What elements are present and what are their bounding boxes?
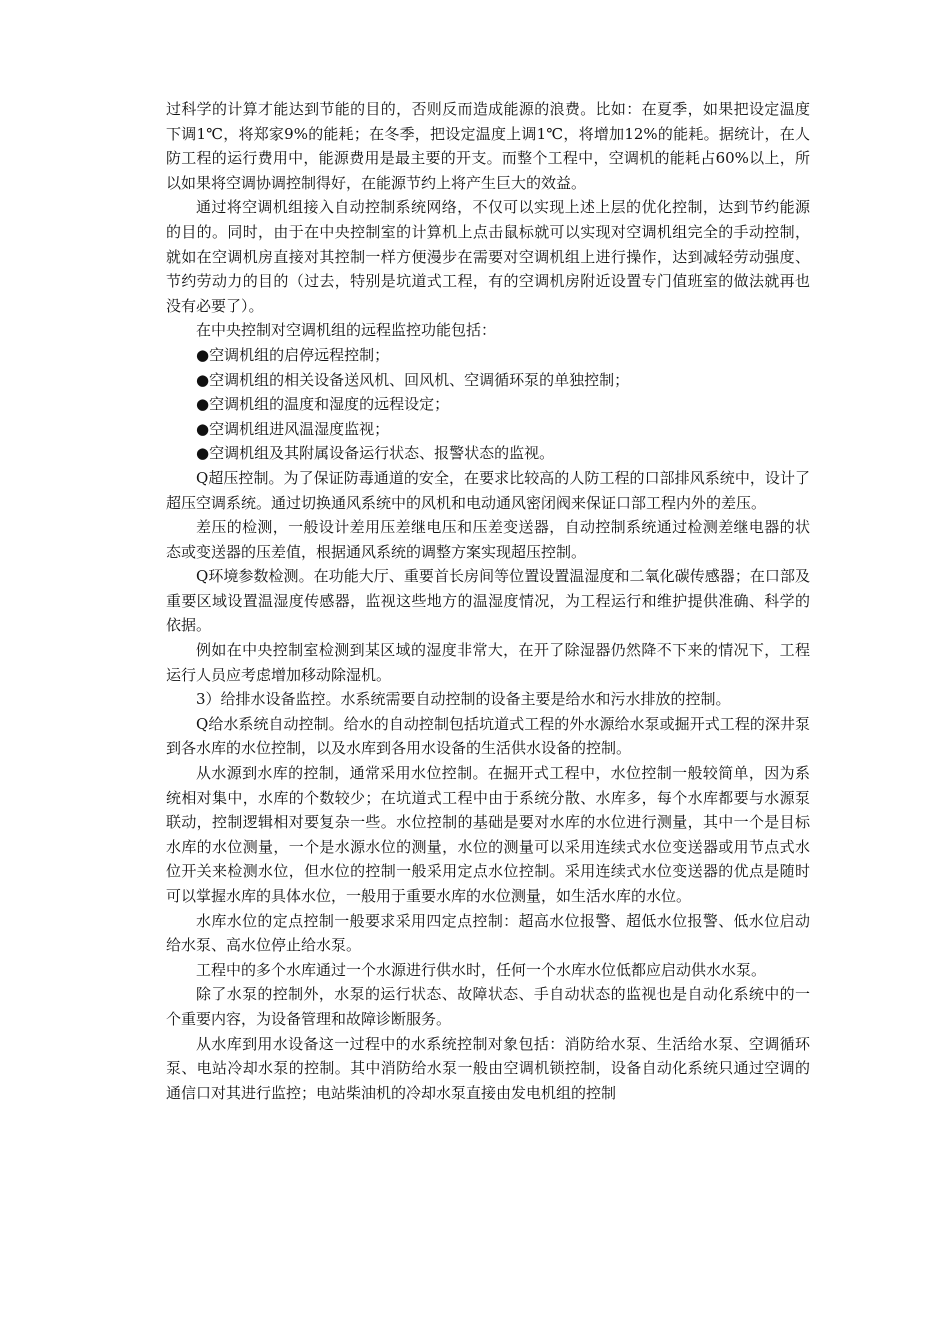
bullet-icon: ●: [196, 395, 210, 414]
bullet-icon: ●: [196, 444, 210, 463]
bullet-text: 空调机组及其附属设备运行状态、报警状态的监视。: [209, 444, 555, 463]
paragraph: Q给水系统自动控制。给水的自动控制包括坑道式工程的外水源给水泵或掘开式工程的深井泵到各水库的水位控制，以及水库到各用水设备的生活供水设备的控制。: [166, 714, 810, 758]
bullet-icon: ●: [196, 345, 210, 364]
bullet-item: [166, 417, 810, 442]
bullet-text: 空调机组的相关设备送风机、回风机、空调循环泵的单独控制；: [209, 370, 630, 389]
bullet-item: [166, 441, 810, 466]
bullet-text: 空调机组进风温湿度监视；: [209, 419, 390, 438]
paragraph: 过科学的计算才能达到节能的目的，否则反而造成能源的浪费。比如：在夏季，如果把设定温度下调1℃，将郑家9%的能耗；在冬季，把设定温度上调1℃，将增加12%的能耗。据统计，在人防工程的运行费用中，能源费用是最主要的开支。而整个工程中，空调机的能耗占60%以上，所以如果将空调协调控制得好，在能源节约上将产生巨大的效益。: [166, 100, 810, 192]
paragraph: 工程中的多个水库通过一个水源进行供水时，任何一个水库水位低都应启动供水水泵。: [196, 960, 767, 979]
bullet-icon: ●: [196, 370, 210, 389]
paragraph: 从水源到水库的控制，通常采用水位控制。在掘开式工程中，水位控制一般较简单，因为系统相对集中，水库的个数较少；在坑道式工程中由于系统分散、水库多，每个水库都要与水源泵联动，控制逻辑相对要复杂一些。水位控制的基础是要对水库的水位进行测量，其中一个是目标水库的水位测量，一个是水源水位的测量，水位的测量可以采用连续式水位变送器或用节点式水位开关来检测水位，但水位的控制一般采用定点水位控制。采用连续式水位变送器的优点是随时可以掌握水库的具体水位，一般用于重要水库的水位测量，如生活水库的水位。: [166, 764, 810, 905]
paragraph: 水库水位的定点控制一般要求采用四定点控制：超高水位报警、超低水位报警、低水位启动给水泵、高水位停止给水泵。: [166, 911, 810, 955]
paragraph: 在中央控制对空调机组的远程监控功能包括：: [196, 321, 497, 340]
bullet-text: 空调机组的启停远程控制；: [209, 345, 390, 364]
bullet-item: [166, 343, 810, 368]
paragraph: Q环境参数检测。在功能大厅、重要首长房间等位置设置温湿度和二氧化碳传感器；在口部及重要区域设置温湿度传感器，监视这些地方的温湿度情况，为工程运行和维护提供准确、科学的依据。: [166, 567, 810, 635]
paragraph: 从水库到用水设备这一过程中的水系统控制对象包括：消防给水泵、生活给水泵、空调循环泵、电站冷却水泵的控制。其中消防给水泵一般由空调机锁控制，设备自动化系统只通过空调的通信口对其进行监控；电站柴油机的冷却水泵直接由发电机组的控制: [166, 1034, 810, 1102]
paragraph: Q超压控制。为了保证防毒通道的安全，在要求比较高的人防工程的口部排风系统中，设计了超压空调系统。通过切换通风系统中的风机和电动通风密闭阀来保证口部工程内外的差压。: [166, 468, 810, 512]
paragraph: 差压的检测，一般设计差用压差继电压和压差变送器，自动控制系统通过检测差继电器的状态或变送器的压差值，根据通风系统的调整方案实现超压控制。: [166, 518, 810, 561]
bullet-icon: ●: [196, 419, 210, 438]
bullet-text: 空调机组的温度和湿度的远程设定；: [209, 395, 450, 414]
paragraph: 例如在中央控制室检测到某区域的湿度非常大，在开了除湿器仍然降不下来的情况下，工程运行人员应考虑增加移动除湿机。: [166, 641, 810, 684]
paragraph: 除了水泵的控制外，水泵的运行状态、故障状态、手自动状态的监视也是自动化系统中的一个重要内容，为设备管理和故障诊断服务。: [166, 985, 810, 1028]
paragraph: 通过将空调机组接入自动控制系统网络，不仅可以实现上述上层的优化控制，达到节约能源的目的。同时，由于在中央控制室的计算机上点击鼠标就可以实现对空调机组完全的手动控制，就如在空调机房直接对其控制一样方便漫步在需要对空调机组上进行操作，达到减轻劳动强度、节约劳动力的目的（过去，特别是坑道式工程，有的空调机房附近设置专门值班室的做法就再也没有必要了）。: [166, 198, 810, 315]
bullet-item: [166, 392, 810, 417]
document-page: [166, 97, 810, 1105]
bullet-item: [166, 368, 810, 393]
paragraph: 3）给排水设备监控。水系统需要自动控制的设备主要是给水和污水排放的控制。: [196, 690, 731, 709]
